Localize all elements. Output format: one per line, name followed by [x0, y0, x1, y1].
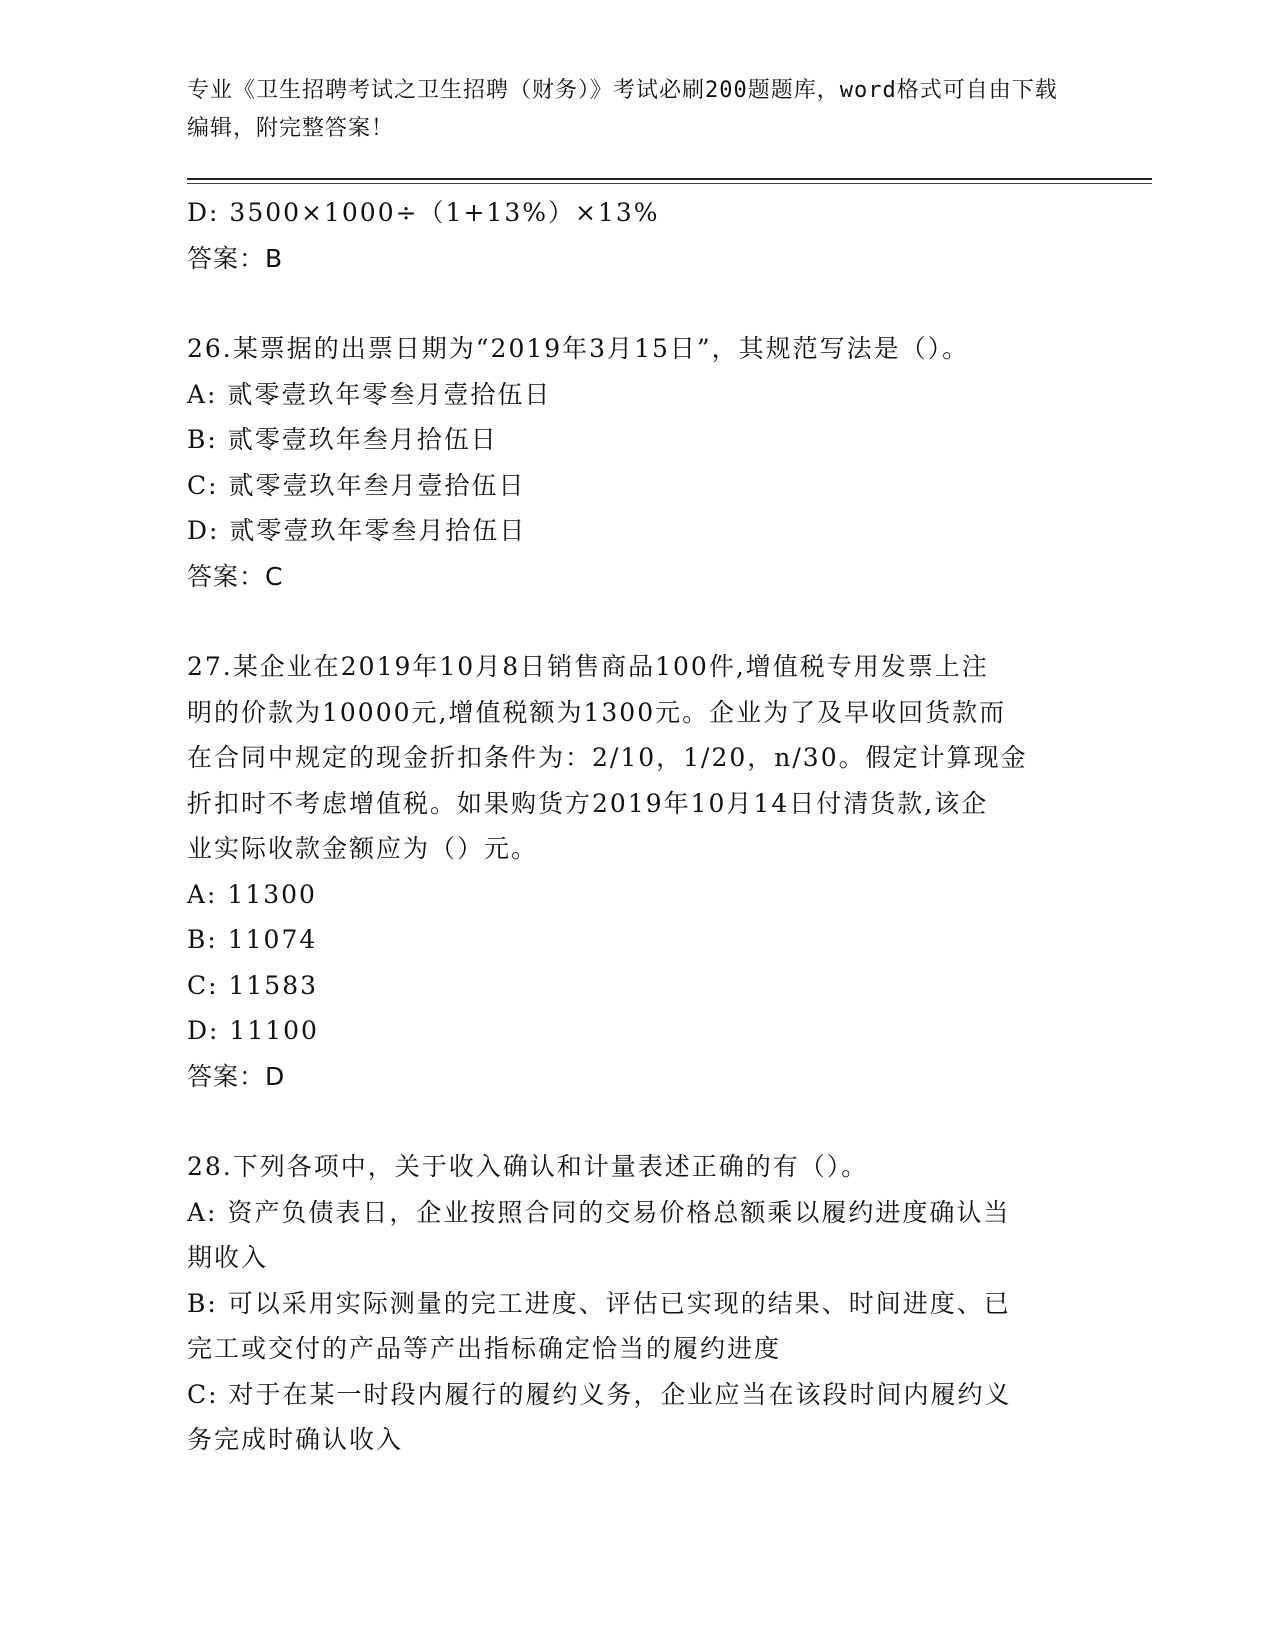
- q27-stem-line-2: 明的价款为10000元,增值税额为1300元。企业为了及早收回货款而: [187, 697, 1007, 727]
- q27-stem-line-3: 在合同中规定的现金折扣条件为：2/10，1/20，n/30。假定计算现金: [187, 743, 1028, 772]
- spacer: [187, 281, 1087, 326]
- q28-option-c-line-1: C: 对于在某一时段内履行的履约义务，企业应当在该段时间内履约义: [187, 1379, 1012, 1409]
- q28-option-b-line-2: 完工或交付的产品等产出指标确定恰当的履约进度: [187, 1334, 782, 1363]
- document-header: 专业《卫生招聘考试之卫生招聘（财务）》考试必刷200题题库，word格式可自由下载编辑，附完整答案！: [187, 78, 1058, 141]
- q27-option-a: A: 11300: [187, 879, 317, 909]
- q28-option-c-line-2: 务完成时确认收入: [187, 1425, 404, 1454]
- q26-stem: 26.某票据的出票日期为“2019年3月15日”，其规范写法是（）。: [187, 334, 970, 363]
- header-divider-thick: [187, 178, 1152, 180]
- q27-stem-line-4: 折扣时不考虑增值税。如果购货方2019年10月14日付清货款,该企: [187, 788, 989, 818]
- q28-option-b-line-1: B: 可以采用实际测量的完工进度、评估已实现的结果、时间进度、已: [187, 1288, 1011, 1318]
- q26-option-b: B: 贰零壹玖年叁月拾伍日: [187, 425, 498, 454]
- q26-answer: 答案：C: [187, 561, 284, 591]
- q28-option-a-line-2: 期收入: [187, 1243, 269, 1272]
- q27-option-c: C: 11583: [187, 970, 319, 1000]
- q27-stem-line-5: 业实际收款金额应为（）元。: [187, 834, 539, 863]
- spacer: [187, 1099, 1087, 1144]
- q27-stem-line-1: 27.某企业在2019年10月8日销售商品100件,增值税专用发票上注: [187, 652, 989, 681]
- q27-option-d: D: 11100: [187, 1016, 319, 1045]
- q28-stem: 28.下列各项中，关于收入确认和计量表述正确的有（）。: [187, 1152, 869, 1181]
- q26-option-d: D: 贰零壹玖年零叁月拾伍日: [187, 516, 527, 545]
- q26-option-a: A: 贰零壹玖年零叁月壹拾伍日: [187, 379, 552, 409]
- prev-answer: 答案：B: [187, 243, 284, 273]
- q27-answer: 答案：D: [187, 1061, 286, 1091]
- q26-option-c: C: 贰零壹玖年叁月壹拾伍日: [187, 470, 526, 500]
- prev-option-d: D: 3500×1000÷（1+13%）×13%: [187, 198, 660, 227]
- header-divider-thin: [187, 183, 1152, 184]
- spacer: [187, 599, 1087, 644]
- q27-option-b: B: 11074: [187, 925, 318, 954]
- document-body: [187, 190, 1087, 1463]
- q28-option-a-line-1: A: 资产负债表日，企业按照合同的交易价格总额乘以履约进度确认当: [187, 1197, 1011, 1227]
